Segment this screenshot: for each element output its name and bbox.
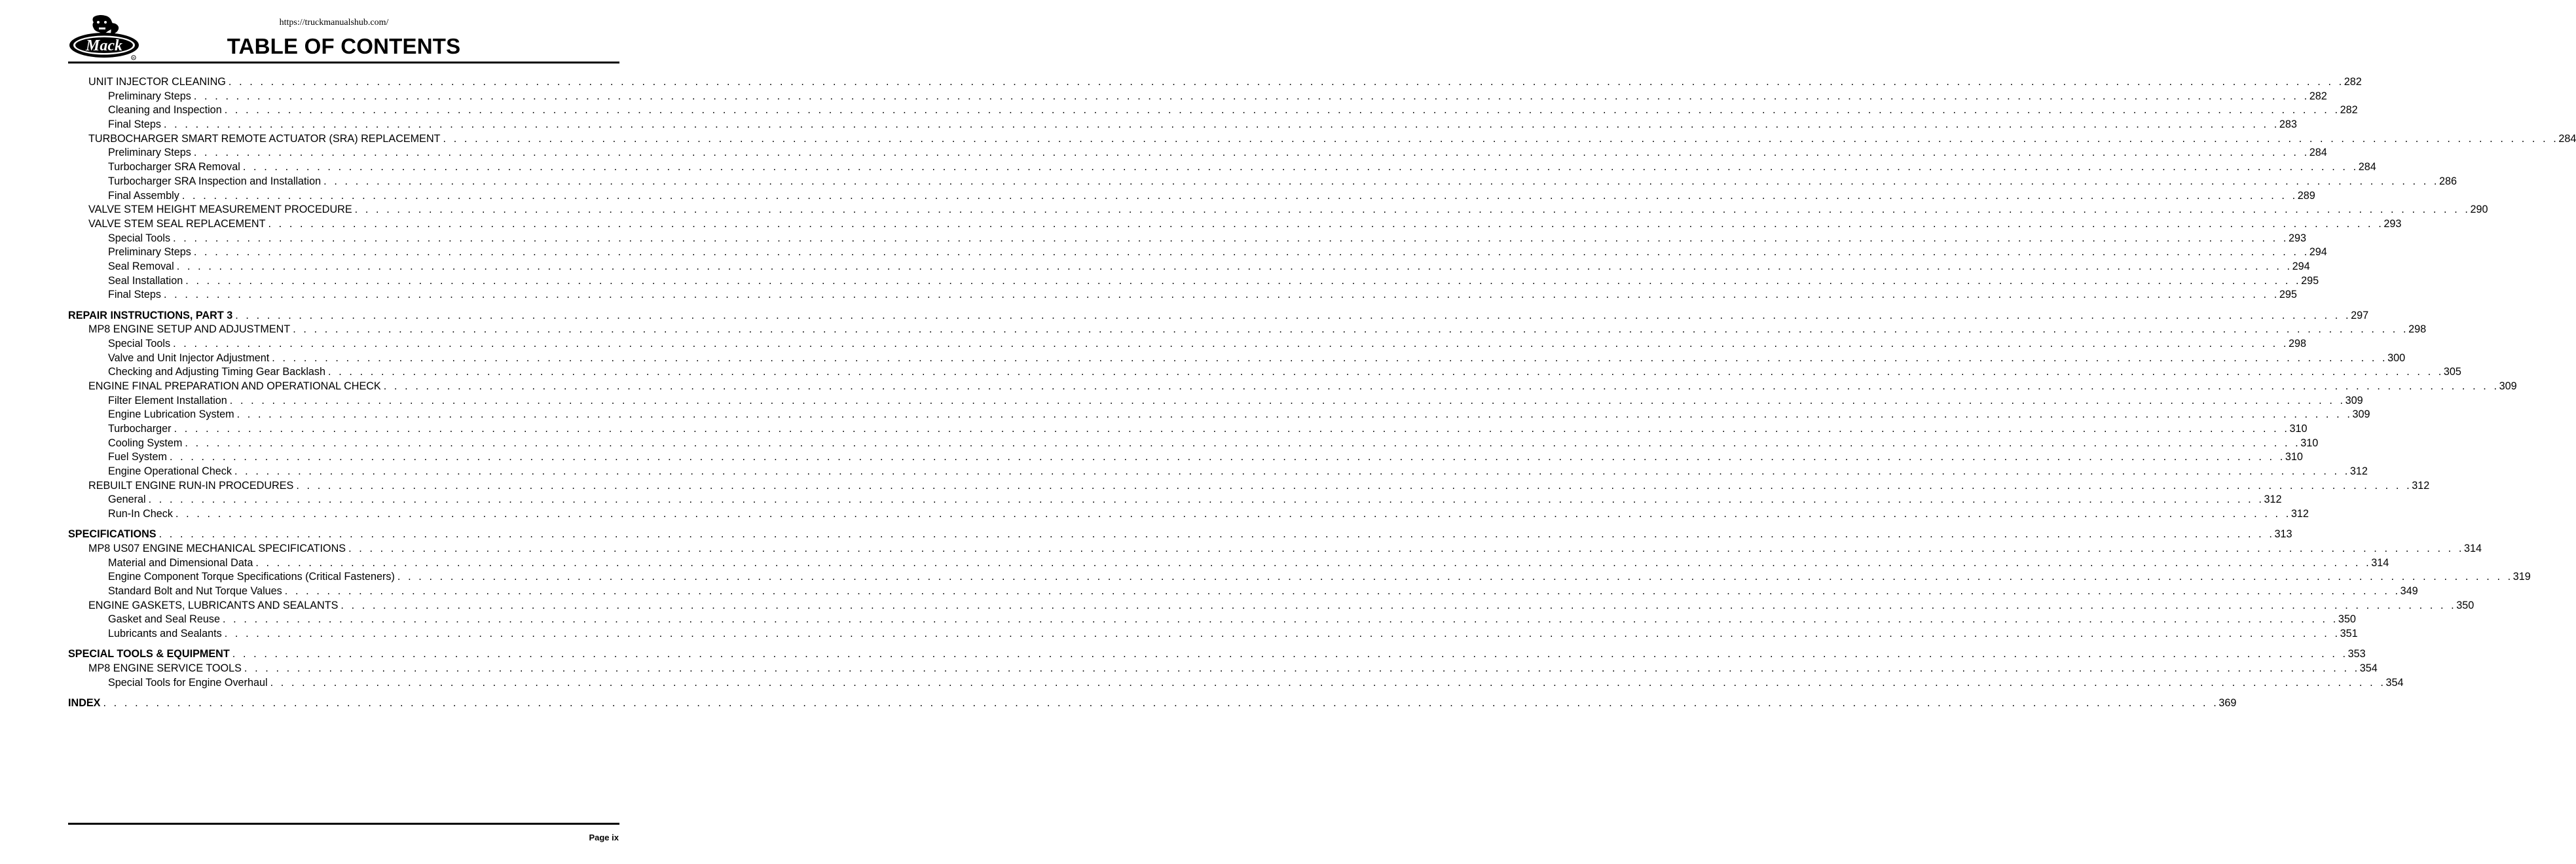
toc-entry-page: 319 <box>2512 571 2531 583</box>
toc-entry[interactable] <box>68 365 2461 380</box>
toc-dot-leader: . . . . . . . . . . . . . . . . . . . . . . . . . . . . . . . . . . . . . . . . . . . . . . . . . . . . . . . . . . . . . . . . . . . . . . . . . . . . . . . . . . . . . . . . . . . . . . . . . . . . . . . . . . . . . . . . . . . . . . . . . . . . . . . . . . . . . . . . . . . . . . . . . . . . . . . . . . . . . . . . . . . . . . . . . . . . . . . . . . . . . . . . . . . . . . . . . . . . . . . . <box>224 104 2340 117</box>
toc-entry-title: MP8 ENGINE SETUP AND ADJUSTMENT <box>88 323 291 336</box>
toc-entry[interactable] <box>68 232 2306 246</box>
toc-entry[interactable] <box>68 542 2482 556</box>
toc-entry-title: ENGINE GASKETS, LUBRICANTS AND SEALANTS <box>88 599 339 611</box>
toc-entry-page: 294 <box>2309 246 2327 259</box>
toc-dot-leader: . . . . . . . . . . . . . . . . . . . . . . . . . . . . . . . . . . . . . . . . . . . . . . . . . . . . . . . . . . . . . . . . . . . . . . . . . . . . . . . . . . . . . . . . . . . . . . . . . . . . . . . . . . . . . . . . . . . . . . . . . . . . . . . . . . . . . . . . . . . . . . . . . . . . . . . . . . . . . . . . . . . . . . . . . . . . . . . . . . . . . . . . . . . . . . . . . . . . . . . . <box>443 132 2559 145</box>
toc-entry-title: Engine Component Torque Specifications (Critical Fasteners) <box>108 571 395 583</box>
toc-entry-title: VALVE STEM SEAL REPLACEMENT <box>88 217 266 230</box>
toc-entry-page: 283 <box>2279 118 2297 131</box>
header-divider <box>68 62 619 63</box>
toc-dot-leader: . . . . . . . . . . . . . . . . . . . . . . . . . . . . . . . . . . . . . . . . . . . . . . . . . . . . . . . . . . . . . . . . . . . . . . . . . . . . . . . . . . . . . . . . . . . . . . . . . . . . . . . . . . . . . . . . . . . . . . . . . . . . . . . . . . . . . . . . . . . . . . . . . . . . . . . . . . . . . . . . . . . . . . . . . . . . . . . . . . . . . . . . . . . . . . . . . . . . . . . . <box>272 351 2388 364</box>
toc-entry-page: 312 <box>2291 508 2309 520</box>
toc-entry-page: 294 <box>2292 260 2310 272</box>
toc-entry-title: Special Tools <box>108 337 171 350</box>
toc-entry[interactable] <box>68 507 2309 522</box>
toc-entry[interactable] <box>68 528 2292 542</box>
toc-entry-page: 290 <box>2470 204 2488 216</box>
toc-entry-title: Final Steps <box>108 289 161 301</box>
toc-entry[interactable] <box>68 323 2427 337</box>
toc-dot-leader: . . . . . . . . . . . . . . . . . . . . . . . . . . . . . . . . . . . . . . . . . . . . . . . . . . . . . . . . . . . . . . . . . . . . . . . . . . . . . . . . . . . . . . . . . . . . . . . . . . . . . . . . . . . . . . . . . . . . . . . . . . . . . . . . . . . . . . . . . . . . . . . . . . . . . . . . . . . . . . . . . . . . . . . . . . . . . . . . . . . . . . . . . . . . . . . . . . . . . . . . <box>173 232 2289 244</box>
toc-entry[interactable] <box>68 245 2327 260</box>
toc-entry-page: 312 <box>2264 494 2282 506</box>
toc-entry-page: 314 <box>2371 556 2389 569</box>
toc-dot-leader: . . . . . . . . . . . . . . . . . . . . . . . . . . . . . . . . . . . . . . . . . . . . . . . . . . . . . . . . . . . . . . . . . . . . . . . . . . . . . . . . . . . . . . . . . . . . . . . . . . . . . . . . . . . . . . . . . . . . . . . . . . . . . . . . . . . . . . . . . . . . . . . . . . . . . . . . . . . . . . . . . . . . . . . . . . . . . . . . . . . . . . . . . . . . . . . . . . . . . . . . <box>181 189 2298 202</box>
toc-dot-leader: . . . . . . . . . . . . . . . . . . . . . . . . . . . . . . . . . . . . . . . . . . . . . . . . . . . . . . . . . . . . . . . . . . . . . . . . . . . . . . . . . . . . . . . . . . . . . . . . . . . . . . . . . . . . . . . . . . . . . . . . . . . . . . . . . . . . . . . . . . . . . . . . . . . . . . . . . . . . . . . . . . . . . . . . . . . . . . . . . . . . . . . . . . . . . . . . . . . . . . . . <box>193 90 2309 102</box>
toc-entry-title: General <box>108 494 146 506</box>
toc-dot-leader: . . . . . . . . . . . . . . . . . . . . . . . . . . . . . . . . . . . . . . . . . . . . . . . . . . . . . . . . . . . . . . . . . . . . . . . . . . . . . . . . . . . . . . . . . . . . . . . . . . . . . . . . . . . . . . . . . . . . . . . . . . . . . . . . . . . . . . . . . . . . . . . . . . . . . . . . . . . . . . . . . . . . . . . . . . . . . . . . . . . . . . . . . . . . . . . . . . . . . . . . <box>383 380 2499 392</box>
toc-entry[interactable] <box>68 422 2308 437</box>
toc-dot-leader: . . . . . . . . . . . . . . . . . . . . . . . . . . . . . . . . . . . . . . . . . . . . . . . . . . . . . . . . . . . . . . . . . . . . . . . . . . . . . . . . . . . . . . . . . . . . . . . . . . . . . . . . . . . . . . . . . . . . . . . . . . . . . . . . . . . . . . . . . . . . . . . . . . . . . . . . . . . . . . . . . . . . . . . . . . . . . . . . . . . . . . . . . . . . . . . . . . . . . . . . <box>235 309 2351 321</box>
toc-entry[interactable] <box>68 585 2418 599</box>
toc-entry[interactable] <box>68 189 2315 204</box>
toc-dot-leader: . . . . . . . . . . . . . . . . . . . . . . . . . . . . . . . . . . . . . . . . . . . . . . . . . . . . . . . . . . . . . . . . . . . . . . . . . . . . . . . . . . . . . . . . . . . . . . . . . . . . . . . . . . . . . . . . . . . . . . . . . . . . . . . . . . . . . . . . . . . . . . . . . . . . . . . . . . . . . . . . . . . . . . . . . . . . . . . . . . . . . . . . . . . . . . . . . . . . . . . . <box>222 613 2338 626</box>
toc-dot-leader: . . . . . . . . . . . . . . . . . . . . . . . . . . . . . . . . . . . . . . . . . . . . . . . . . . . . . . . . . . . . . . . . . . . . . . . . . . . . . . . . . . . . . . . . . . . . . . . . . . . . . . . . . . . . . . . . . . . . . . . . . . . . . . . . . . . . . . . . . . . . . . . . . . . . . . . . . . . . . . . . . . . . . . . . . . . . . . . . . . . . . . . . . . . . . . . . . . . . . . . . <box>163 289 2279 301</box>
toc-dot-leader: . . . . . . . . . . . . . . . . . . . . . . . . . . . . . . . . . . . . . . . . . . . . . . . . . . . . . . . . . . . . . . . . . . . . . . . . . . . . . . . . . . . . . . . . . . . . . . . . . . . . . . . . . . . . . . . . . . . . . . . . . . . . . . . . . . . . . . . . . . . . . . . . . . . . . . . . . . . . . . . . . . . . . . . . . . . . . . . . . . . . . . . . . . . . . . . . . . . . . . . . <box>148 494 2264 506</box>
toc-entry[interactable] <box>68 408 2370 422</box>
toc-entry-page: 298 <box>2288 337 2306 350</box>
toc-dot-leader: . . . . . . . . . . . . . . . . . . . . . . . . . . . . . . . . . . . . . . . . . . . . . . . . . . . . . . . . . . . . . . . . . . . . . . . . . . . . . . . . . . . . . . . . . . . . . . . . . . . . . . . . . . . . . . . . . . . . . . . . . . . . . . . . . . . . . . . . . . . . . . . . . . . . . . . . . . . . . . . . . . . . . . . . . . . . . . . . . . . . . . . . . . . . . . . . . . . . . . . . <box>268 217 2384 230</box>
toc-entry[interactable] <box>68 132 2576 147</box>
toc-entry-title: Gasket and Seal Reuse <box>108 613 220 626</box>
toc-entry-title: INDEX <box>68 696 101 709</box>
toc-dot-leader: . . . . . . . . . . . . . . . . . . . . . . . . . . . . . . . . . . . . . . . . . . . . . . . . . . . . . . . . . . . . . . . . . . . . . . . . . . . . . . . . . . . . . . . . . . . . . . . . . . . . . . . . . . . . . . . . . . . . . . . . . . . . . . . . . . . . . . . . . . . . . . . . . . . . . . . . . . . . . . . . . . . . . . . . . . . . . . . . . . . . . . . . . . . . . . . . . . . . . . . . <box>173 337 2289 350</box>
toc-dot-leader: . . . . . . . . . . . . . . . . . . . . . . . . . . . . . . . . . . . . . . . . . . . . . . . . . . . . . . . . . . . . . . . . . . . . . . . . . . . . . . . . . . . . . . . . . . . . . . . . . . . . . . . . . . . . . . . . . . . . . . . . . . . . . . . . . . . . . . . . . . . . . . . . . . . . . . . . . . . . . . . . . . . . . . . . . . . . . . . . . . . . . . . . . . . . . . . . . . . . . . . . <box>242 161 2359 173</box>
toc-dot-leader: . . . . . . . . . . . . . . . . . . . . . . . . . . . . . . . . . . . . . . . . . . . . . . . . . . . . . . . . . . . . . . . . . . . . . . . . . . . . . . . . . . . . . . . . . . . . . . . . . . . . . . . . . . . . . . . . . . . . . . . . . . . . . . . . . . . . . . . . . . . . . . . . . . . . . . . . . . . . . . . . . . . . . . . . . . . . . . . . . . . . . . . . . . . . . . . . . . . . . . . . <box>224 628 2340 640</box>
toc-entry-page: 284 <box>2358 161 2376 173</box>
toc-entry-title: Fuel System <box>108 451 167 463</box>
toc-dot-leader: . . . . . . . . . . . . . . . . . . . . . . . . . . . . . . . . . . . . . . . . . . . . . . . . . . . . . . . . . . . . . . . . . . . . . . . . . . . . . . . . . . . . . . . . . . . . . . . . . . . . . . . . . . . . . . . . . . . . . . . . . . . . . . . . . . . . . . . . . . . . . . . . . . . . . . . . . . . . . . . . . . . . . . . . . . . . . . . . . . . . . . . . . . . . . . . . . . . . . . . . <box>193 147 2309 159</box>
footer-divider <box>68 823 619 825</box>
toc-entry-title: Seal Installation <box>108 274 183 287</box>
toc-entry[interactable] <box>68 118 2297 132</box>
toc-entry-page: 309 <box>2352 408 2370 421</box>
toc-dot-leader: . . . . . . . . . . . . . . . . . . . . . . . . . . . . . . . . . . . . . . . . . . . . . . . . . . . . . . . . . . . . . . . . . . . . . . . . . . . . . . . . . . . . . . . . . . . . . . . . . . . . . . . . . . . . . . . . . . . . . . . . . . . . . . . . . . . . . . . . . . . . . . . . . . . . . . . . . . . . . . . . . . . . . . . . . . . . . . . . . . . . . . . . . . . . . . . . . . . . . . . . <box>174 423 2290 435</box>
toc-entry-title: Final Assembly <box>108 189 179 202</box>
toc-entry-page: 309 <box>2345 394 2363 406</box>
page-number: Page ix <box>589 833 619 842</box>
toc-entry-title: SPECIAL TOOLS & EQUIPMENT <box>68 648 230 660</box>
toc-entry-page: 310 <box>2285 451 2303 463</box>
toc-entry[interactable] <box>68 274 2319 289</box>
toc-dot-leader: . . . . . . . . . . . . . . . . . . . . . . . . . . . . . . . . . . . . . . . . . . . . . . . . . . . . . . . . . . . . . . . . . . . . . . . . . . . . . . . . . . . . . . . . . . . . . . . . . . . . . . . . . . . . . . . . . . . . . . . . . . . . . . . . . . . . . . . . . . . . . . . . . . . . . . . . . . . . . . . . . . . . . . . . . . . . . . . . . . . . . . . . . . . . . . . . . . . . . . . . <box>185 274 2302 287</box>
toc-entry[interactable] <box>68 627 2358 641</box>
toc-entry-title: UNIT INJECTOR CLEANING <box>88 76 226 88</box>
toc-entry-title: Cleaning and Inspection <box>108 104 222 117</box>
toc-entry-title: ENGINE FINAL PREPARATION AND OPERATIONAL CHECK <box>88 380 381 392</box>
source-url[interactable]: https://truckmanualshub.com/ <box>279 18 389 27</box>
toc-dot-leader: . . . . . . . . . . . . . . . . . . . . . . . . . . . . . . . . . . . . . . . . . . . . . . . . . . . . . . . . . . . . . . . . . . . . . . . . . . . . . . . . . . . . . . . . . . . . . . . . . . . . . . . . . . . . . . . . . . . . . . . . . . . . . . . . . . . . . . . . . . . . . . . . . . . . . . . . . . . . . . . . . . . . . . . . . . . . . . . . . . . . . . . . . . . . . . . . . . . . . . . . <box>176 260 2292 272</box>
toc-entry[interactable] <box>68 380 2517 394</box>
toc-entry[interactable] <box>68 556 2389 571</box>
toc-entry-title: Filter Element Installation <box>108 394 227 406</box>
toc-dot-leader: . . . . . . . . . . . . . . . . . . . . . . . . . . . . . . . . . . . . . . . . . . . . . . . . . . . . . . . . . . . . . . . . . . . . . . . . . . . . . . . . . . . . . . . . . . . . . . . . . . . . . . . . . . . . . . . . . . . . . . . . . . . . . . . . . . . . . . . . . . . . . . . . . . . . . . . . . . . . . . . . . . . . . . . . . . . . . . . . . . . . . . . . . . . . . . . . . . . . . . . . <box>348 543 2464 554</box>
toc-dot-leader: . . . . . . . . . . . . . . . . . . . . . . . . . . . . . . . . . . . . . . . . . . . . . . . . . . . . . . . . . . . . . . . . . . . . . . . . . . . . . . . . . . . . . . . . . . . . . . . . . . . . . . . . . . . . . . . . . . . . . . . . . . . . . . . . . . . . . . . . . . . . . . . . . . . . . . . . . . . . . . . . . . . . . . . . . . . . . . . . . . . . . . . . . . . . . . . . . . . . . . . . <box>185 437 2301 449</box>
toc-entry-title: REPAIR INSTRUCTIONS, PART 3 <box>68 309 233 321</box>
toc-entry-title: Preliminary Steps <box>108 147 191 159</box>
toc-entry[interactable] <box>68 160 2376 175</box>
toc-dot-leader: . . . . . . . . . . . . . . . . . . . . . . . . . . . . . . . . . . . . . . . . . . . . . . . . . . . . . . . . . . . . . . . . . . . . . . . . . . . . . . . . . . . . . . . . . . . . . . . . . . . . . . . . . . . . . . . . . . . . . . . . . . . . . . . . . . . . . . . . . . . . . . . . . . . . . . . . . . . . . . . . . . . . . . . . . . . . . . . . . . . . . . . . . . . . . . . . . . . . . . . . <box>354 204 2471 216</box>
toc-entry[interactable] <box>68 437 2319 451</box>
toc-dot-leader: . . . . . . . . . . . . . . . . . . . . . . . . . . . . . . . . . . . . . . . . . . . . . . . . . . . . . . . . . . . . . . . . . . . . . . . . . . . . . . . . . . . . . . . . . . . . . . . . . . . . . . . . . . . . . . . . . . . . . . . . . . . . . . . . . . . . . . . . . . . . . . . . . . . . . . . . . . . . . . . . . . . . . . . . . . . . . . . . . . . . . . . . . . . . . . . . . . . . . . . . <box>270 676 2386 689</box>
toc-entry-page: 297 <box>2351 309 2369 321</box>
toc-entry-page: 286 <box>2439 175 2457 187</box>
toc-entry-title: Special Tools <box>108 232 171 244</box>
toc-entry-page: 354 <box>2359 662 2378 674</box>
toc-entry-page: 314 <box>2463 543 2482 554</box>
toc-entry[interactable] <box>68 493 2282 507</box>
toc-entry-page: 310 <box>2289 423 2308 435</box>
toc-entry[interactable] <box>68 90 2327 104</box>
toc-entry[interactable] <box>68 450 2303 465</box>
toc-dot-leader: . . . . . . . . . . . . . . . . . . . . . . . . . . . . . . . . . . . . . . . . . . . . . . . . . . . . . . . . . . . . . . . . . . . . . . . . . . . . . . . . . . . . . . . . . . . . . . . . . . . . . . . . . . . . . . . . . . . . . . . . . . . . . . . . . . . . . . . . . . . . . . . . . . . . . . . . . . . . . . . . . . . . . . . . . . . . . . . . . . . . . . . . . . . . . . . . . . . . . . . . <box>296 479 2412 492</box>
toc-entry-title: Run-In Check <box>108 508 173 520</box>
toc-dot-leader: . . . . . . . . . . . . . . . . . . . . . . . . . . . . . . . . . . . . . . . . . . . . . . . . . . . . . . . . . . . . . . . . . . . . . . . . . . . . . . . . . . . . . . . . . . . . . . . . . . . . . . . . . . . . . . . . . . . . . . . . . . . . . . . . . . . . . . . . . . . . . . . . . . . . . . . . . . . . . . . . . . . . . . . . . . . . . . . . . . . . . . . . . . . . . . . . . . . . . . . . <box>236 408 2353 421</box>
toc-entry-title: Preliminary Steps <box>108 246 191 259</box>
toc-entry-page: 349 <box>2400 585 2418 598</box>
logo-wordmark: Mack <box>86 37 122 54</box>
toc-entry[interactable] <box>68 103 2358 118</box>
toc-entry-title: REBUILT ENGINE RUN-IN PROCEDURES <box>88 479 294 492</box>
toc-entry[interactable] <box>68 203 2488 217</box>
toc-dot-leader: . . . . . . . . . . . . . . . . . . . . . . . . . . . . . . . . . . . . . . . . . . . . . . . . . . . . . . . . . . . . . . . . . . . . . . . . . . . . . . . . . . . . . . . . . . . . . . . . . . . . . . . . . . . . . . . . . . . . . . . . . . . . . . . . . . . . . . . . . . . . . . . . . . . . . . . . . . . . . . . . . . . . . . . . . . . . . . . . . . . . . . . . . . . . . . . . . . . . . . . . <box>293 323 2409 336</box>
toc-entry[interactable] <box>68 613 2356 627</box>
toc-entry-title: Turbocharger <box>108 423 172 435</box>
toc-entry-page: 309 <box>2499 380 2517 392</box>
svg-text:R: R <box>132 56 135 60</box>
toc-dot-leader: . . . . . . . . . . . . . . . . . . . . . . . . . . . . . . . . . . . . . . . . . . . . . . . . . . . . . . . . . . . . . . . . . . . . . . . . . . . . . . . . . . . . . . . . . . . . . . . . . . . . . . . . . . . . . . . . . . . . . . . . . . . . . . . . . . . . . . . . . . . . . . . . . . . . . . . . . . . . . . . . . . . . . . . . . . . . . . . . . . . . . . . . . . . . . . . . . . . . . . . . <box>255 556 2372 569</box>
toc-entry-page: 282 <box>2309 90 2327 102</box>
toc-entry[interactable] <box>68 676 2404 691</box>
toc-entry-page: 353 <box>2347 648 2366 660</box>
toc-entry-page: 300 <box>2387 351 2406 364</box>
toc-dot-leader: . . . . . . . . . . . . . . . . . . . . . . . . . . . . . . . . . . . . . . . . . . . . . . . . . . . . . . . . . . . . . . . . . . . . . . . . . . . . . . . . . . . . . . . . . . . . . . . . . . . . . . . . . . . . . . . . . . . . . . . . . . . . . . . . . . . . . . . . . . . . . . . . . . . . . . . . . . . . . . . . . . . . . . . . . . . . . . . . . . . . . . . . . . . . . . . . . . . . . . . . <box>340 599 2457 611</box>
toc-dot-leader: . . . . . . . . . . . . . . . . . . . . . . . . . . . . . . . . . . . . . . . . . . . . . . . . . . . . . . . . . . . . . . . . . . . . . . . . . . . . . . . . . . . . . . . . . . . . . . . . . . . . . . . . . . . . . . . . . . . . . . . . . . . . . . . . . . . . . . . . . . . . . . . . . . . . . . . . . . . . . . . . . . . . . . . . . . . . . . . . . . . . . . . . . . . . . . . . . . . . . . . . <box>323 175 2440 187</box>
toc-entry[interactable] <box>68 647 2366 662</box>
toc-entry-page: 350 <box>2338 613 2356 626</box>
toc-entry[interactable] <box>68 75 2362 90</box>
toc-entry-title: Lubricants and Sealants <box>108 628 222 640</box>
toc-dot-leader: . . . . . . . . . . . . . . . . . . . . . . . . . . . . . . . . . . . . . . . . . . . . . . . . . . . . . . . . . . . . . . . . . . . . . . . . . . . . . . . . . . . . . . . . . . . . . . . . . . . . . . . . . . . . . . . . . . . . . . . . . . . . . . . . . . . . . . . . . . . . . . . . . . . . . . . . . . . . . . . . . . . . . . . . . . . . . . . . . . . . . . . . . . . . . . . . . . . . . . . . <box>232 648 2348 660</box>
toc-entry-title: Cooling System <box>108 437 183 449</box>
toc-entry-page: 351 <box>2340 628 2358 640</box>
toc-entry-page: 312 <box>2412 479 2430 492</box>
toc-entry-title: Final Steps <box>108 118 161 131</box>
toc-entry-page: 369 <box>2218 696 2237 709</box>
toc-entry-page: 350 <box>2456 599 2475 611</box>
toc-entry[interactable] <box>68 175 2457 189</box>
toc-entry-page: 313 <box>2274 528 2292 541</box>
toc-entry-title: Standard Bolt and Nut Torque Values <box>108 585 282 598</box>
toc-entry-title: Engine Operational Check <box>108 465 232 478</box>
toc-entry[interactable] <box>68 309 2369 323</box>
toc-entry-page: 282 <box>2344 76 2362 88</box>
toc-entry-page: 310 <box>2300 437 2319 449</box>
toc-entry[interactable] <box>68 599 2475 613</box>
toc-dot-leader: . . . . . . . . . . . . . . . . . . . . . . . . . . . . . . . . . . . . . . . . . . . . . . . . . . . . . . . . . . . . . . . . . . . . . . . . . . . . . . . . . . . . . . . . . . . . . . . . . . . . . . . . . . . . . . . . . . . . . . . . . . . . . . . . . . . . . . . . . . . . . . . . . . . . . . . . . . . . . . . . . . . . . . . . . . . . . . . . . . . . . . . . . . . . . . . . . . . . . . . . <box>397 571 2513 583</box>
toc-entry-page: 298 <box>2408 323 2427 336</box>
toc-entry[interactable] <box>68 662 2378 676</box>
toc-entry-title: Seal Removal <box>108 260 174 272</box>
table-of-contents <box>68 75 2576 711</box>
toc-dot-leader: . . . . . . . . . . . . . . . . . . . . . . . . . . . . . . . . . . . . . . . . . . . . . . . . . . . . . . . . . . . . . . . . . . . . . . . . . . . . . . . . . . . . . . . . . . . . . . . . . . . . . . . . . . . . . . . . . . . . . . . . . . . . . . . . . . . . . . . . . . . . . . . . . . . . . . . . . . . . . . . . . . . . . . . . . . . . . . . . . . . . . . . . . . . . . . . . . . . . . . . . <box>169 451 2285 463</box>
toc-entry[interactable] <box>68 217 2402 232</box>
toc-entry-title: TURBOCHARGER SMART REMOTE ACTUATOR (SRA) REPLACEMENT <box>88 132 441 145</box>
toc-entry-page: 284 <box>2309 147 2327 159</box>
toc-dot-leader: . . . . . . . . . . . . . . . . . . . . . . . . . . . . . . . . . . . . . . . . . . . . . . . . . . . . . . . . . . . . . . . . . . . . . . . . . . . . . . . . . . . . . . . . . . . . . . . . . . . . . . . . . . . . . . . . . . . . . . . . . . . . . . . . . . . . . . . . . . . . . . . . . . . . . . . . . . . . . . . . . . . . . . . . . . . . . . . . . . . . . . . . . . . . . . . . . . . . . . . . <box>228 76 2344 88</box>
toc-entry-title: MP8 ENGINE SERVICE TOOLS <box>88 662 242 674</box>
toc-entry-title: Engine Lubrication System <box>108 408 234 421</box>
toc-dot-leader: . . . . . . . . . . . . . . . . . . . . . . . . . . . . . . . . . . . . . . . . . . . . . . . . . . . . . . . . . . . . . . . . . . . . . . . . . . . . . . . . . . . . . . . . . . . . . . . . . . . . . . . . . . . . . . . . . . . . . . . . . . . . . . . . . . . . . . . . . . . . . . . . . . . . . . . . . . . . . . . . . . . . . . . . . . . . . . . . . . . . . . . . . . . . . . . . . . . . . . . . <box>163 118 2279 131</box>
toc-dot-leader: . . . . . . . . . . . . . . . . . . . . . . . . . . . . . . . . . . . . . . . . . . . . . . . . . . . . . . . . . . . . . . . . . . . . . . . . . . . . . . . . . . . . . . . . . . . . . . . . . . . . . . . . . . . . . . . . . . . . . . . . . . . . . . . . . . . . . . . . . . . . . . . . . . . . . . . . . . . . . . . . . . . . . . . . . . . . . . . . . . . . . . . . . . . . . . . . . . . . . . . . <box>244 662 2360 674</box>
toc-dot-leader: . . . . . . . . . . . . . . . . . . . . . . . . . . . . . . . . . . . . . . . . . . . . . . . . . . . . . . . . . . . . . . . . . . . . . . . . . . . . . . . . . . . . . . . . . . . . . . . . . . . . . . . . . . . . . . . . . . . . . . . . . . . . . . . . . . . . . . . . . . . . . . . . . . . . . . . . . . . . . . . . . . . . . . . . . . . . . . . . . . . . . . . . . . . . . . . . . . . . . . . . <box>229 394 2346 406</box>
toc-dot-leader: . . . . . . . . . . . . . . . . . . . . . . . . . . . . . . . . . . . . . . . . . . . . . . . . . . . . . . . . . . . . . . . . . . . . . . . . . . . . . . . . . . . . . . . . . . . . . . . . . . . . . . . . . . . . . . . . . . . . . . . . . . . . . . . . . . . . . . . . . . . . . . . . . . . . . . . . . . . . . . . . . . . . . . . . . . . . . . . . . . . . . . . . . . . . . . . . . . . . . . . . <box>175 508 2291 520</box>
toc-entry-page: 312 <box>2349 465 2368 478</box>
toc-entry-page: 295 <box>2301 274 2319 287</box>
toc-entry-page: 293 <box>2383 217 2402 230</box>
toc-entry-title: Valve and Unit Injector Adjustment <box>108 351 270 364</box>
toc-dot-leader: . . . . . . . . . . . . . . . . . . . . . . . . . . . . . . . . . . . . . . . . . . . . . . . . . . . . . . . . . . . . . . . . . . . . . . . . . . . . . . . . . . . . . . . . . . . . . . . . . . . . . . . . . . . . . . . . . . . . . . . . . . . . . . . . . . . . . . . . . . . . . . . . . . . . . . . . . . . . . . . . . . . . . . . . . . . . . . . . . . . . . . . . . . . . . . . . . . . . . . . . <box>103 696 2219 709</box>
page-title: TABLE OF CONTENTS <box>227 34 461 58</box>
toc-entry-title: Checking and Adjusting Timing Gear Backlash <box>108 366 326 378</box>
toc-entry[interactable] <box>68 570 2531 585</box>
toc-dot-leader: . . . . . . . . . . . . . . . . . . . . . . . . . . . . . . . . . . . . . . . . . . . . . . . . . . . . . . . . . . . . . . . . . . . . . . . . . . . . . . . . . . . . . . . . . . . . . . . . . . . . . . . . . . . . . . . . . . . . . . . . . . . . . . . . . . . . . . . . . . . . . . . . . . . . . . . . . . . . . . . . . . . . . . . . . . . . . . . . . . . . . . . . . . . . . . . . . . . . . . . . <box>193 246 2309 259</box>
toc-entry[interactable] <box>68 696 2237 711</box>
toc-entry-title: VALVE STEM HEIGHT MEASUREMENT PROCEDURE <box>88 204 352 216</box>
toc-entry[interactable] <box>68 288 2297 302</box>
toc-entry[interactable] <box>68 146 2327 160</box>
toc-entry[interactable] <box>68 260 2310 274</box>
toc-entry-page: 282 <box>2340 104 2358 117</box>
toc-entry-page: 293 <box>2288 232 2306 244</box>
toc-entry[interactable] <box>68 351 2406 366</box>
toc-entry[interactable] <box>68 465 2368 479</box>
toc-entry-page: 284 <box>2558 132 2576 145</box>
toc-entry-title: Preliminary Steps <box>108 90 191 102</box>
toc-dot-leader: . . . . . . . . . . . . . . . . . . . . . . . . . . . . . . . . . . . . . . . . . . . . . . . . . . . . . . . . . . . . . . . . . . . . . . . . . . . . . . . . . . . . . . . . . . . . . . . . . . . . . . . . . . . . . . . . . . . . . . . . . . . . . . . . . . . . . . . . . . . . . . . . . . . . . . . . . . . . . . . . . . . . . . . . . . . . . . . . . . . . . . . . . . . . . . . . . . . . . . . . <box>284 585 2401 598</box>
toc-entry[interactable] <box>68 337 2306 351</box>
toc-entry[interactable] <box>68 394 2363 408</box>
toc-entry-title: Material and Dimensional Data <box>108 556 253 569</box>
toc-entry-title: Turbocharger SRA Removal <box>108 161 240 173</box>
toc-entry-title: MP8 US07 ENGINE MECHANICAL SPECIFICATIONS <box>88 543 346 554</box>
toc-entry-page: 354 <box>2385 676 2404 689</box>
toc-dot-leader: . . . . . . . . . . . . . . . . . . . . . . . . . . . . . . . . . . . . . . . . . . . . . . . . . . . . . . . . . . . . . . . . . . . . . . . . . . . . . . . . . . . . . . . . . . . . . . . . . . . . . . . . . . . . . . . . . . . . . . . . . . . . . . . . . . . . . . . . . . . . . . . . . . . . . . . . . . . . . . . . . . . . . . . . . . . . . . . . . . . . . . . . . . . . . . . . . . . . . . . . <box>158 528 2275 541</box>
toc-entry-page: 295 <box>2279 289 2297 301</box>
toc-entry[interactable] <box>68 479 2430 494</box>
toc-entry-page: 305 <box>2443 366 2461 378</box>
toc-entry-title: Turbocharger SRA Inspection and Installation <box>108 175 322 187</box>
toc-entry-title: Special Tools for Engine Overhaul <box>108 676 268 689</box>
toc-dot-leader: . . . . . . . . . . . . . . . . . . . . . . . . . . . . . . . . . . . . . . . . . . . . . . . . . . . . . . . . . . . . . . . . . . . . . . . . . . . . . . . . . . . . . . . . . . . . . . . . . . . . . . . . . . . . . . . . . . . . . . . . . . . . . . . . . . . . . . . . . . . . . . . . . . . . . . . . . . . . . . . . . . . . . . . . . . . . . . . . . . . . . . . . . . . . . . . . . . . . . . . . <box>234 465 2350 478</box>
toc-entry-title: SPECIFICATIONS <box>68 528 156 541</box>
toc-dot-leader: . . . . . . . . . . . . . . . . . . . . . . . . . . . . . . . . . . . . . . . . . . . . . . . . . . . . . . . . . . . . . . . . . . . . . . . . . . . . . . . . . . . . . . . . . . . . . . . . . . . . . . . . . . . . . . . . . . . . . . . . . . . . . . . . . . . . . . . . . . . . . . . . . . . . . . . . . . . . . . . . . . . . . . . . . . . . . . . . . . . . . . . . . . . . . . . . . . . . . . . . <box>328 366 2444 378</box>
toc-entry-page: 289 <box>2297 189 2315 202</box>
